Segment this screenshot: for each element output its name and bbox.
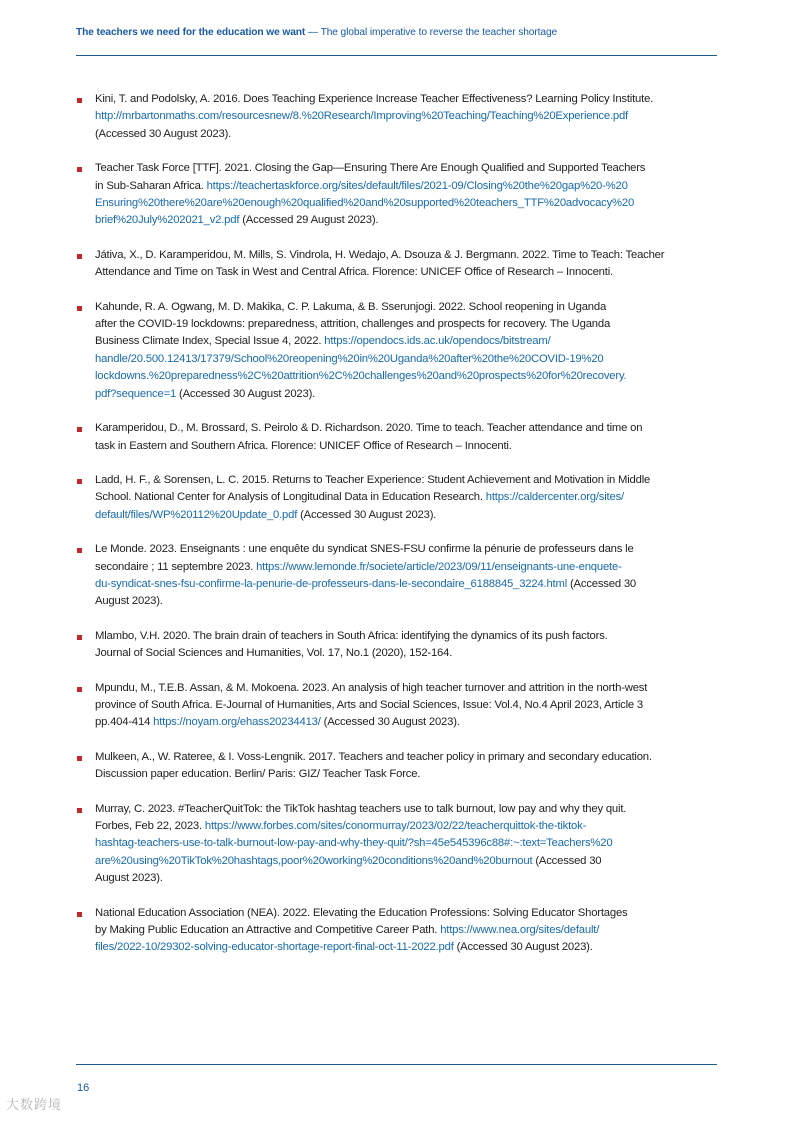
reference-line xyxy=(95,870,718,887)
reference-line xyxy=(95,576,718,593)
bullet-icon xyxy=(77,254,82,259)
reference-text: Murray, C. 2023. #TeacherQuitTok: the TikTok hashtag teachers use to talk burnout, low pay and why they quit. xyxy=(95,802,627,815)
reference-line xyxy=(95,247,718,264)
reference-item xyxy=(76,628,718,663)
reference-line xyxy=(95,489,718,506)
reference-link[interactable]: brief%20July%202021_v2.pdf xyxy=(95,214,240,227)
bullet-icon xyxy=(77,912,82,917)
reference-link[interactable]: hashtag-teachers-use-to-talk-burnout-low-pay-and-why-they-quit/?sh=45e545396c88#:~:text=Teachers%20 xyxy=(95,837,613,850)
reference-text: Karamperidou, D., M. Brossard, S. Peirolo & D. Richardson. 2020. Time to teach. Teacher attendance and time on xyxy=(95,422,643,435)
reference-line xyxy=(95,628,718,645)
reference-line xyxy=(95,905,718,922)
reference-text: (Accessed 30 August 2023). xyxy=(95,127,232,140)
reference-item xyxy=(76,91,718,143)
reference-line xyxy=(95,835,718,852)
bullet-icon xyxy=(77,548,82,553)
reference-text: Mulkeen, A., W. Rateree, & I. Voss-Lengnik. 2017. Teachers and teacher policy in primary and secondary education. xyxy=(95,750,652,763)
reference-link[interactable]: https://www.forbes.com/sites/conormurray/2023/02/22/teacherquittok-the-tiktok- xyxy=(204,820,587,832)
reference-text: Játiva, X., D. Karamperidou, M. Mills, S. Vindrola, H. Wedajo, A. Dsouza & J. Bergmann. 2022. Time to Teach: Teacher xyxy=(95,248,665,261)
reference-text: (Accessed 30 xyxy=(567,577,637,590)
reference-line xyxy=(95,420,718,437)
reference-line xyxy=(95,316,718,333)
reference-text: (Accessed 29 August 2023). xyxy=(239,214,379,227)
reference-line xyxy=(95,749,718,766)
reference-link[interactable]: http://mrbartonmaths.com/resourcesnew/8.%20Research/Improving%20Teaching/Teaching%20Experience.pdf xyxy=(95,110,628,123)
reference-item xyxy=(76,801,718,888)
reference-text: Teacher Task Force [TTF]. 2021. Closing the Gap—Ensuring There Are Enough Qualified and Supported Teachers xyxy=(95,162,646,175)
reference-text: (Accessed 30 August 2023). xyxy=(453,941,593,954)
reference-text: (Accessed 30 xyxy=(532,854,602,867)
reference-line xyxy=(95,472,718,489)
reference-link[interactable]: lockdowns.%20preparedness%2C%20attrition%2C%20challenges%20and%20prospects%20for%20recovery. xyxy=(95,370,627,383)
watermark: 大数跨境 xyxy=(6,1097,63,1112)
reference-item xyxy=(76,160,718,230)
reference-line xyxy=(95,264,718,281)
reference-item xyxy=(76,420,718,455)
bullet-icon xyxy=(77,635,82,640)
reference-line xyxy=(95,541,718,558)
reference-line xyxy=(95,178,718,195)
reference-line xyxy=(95,766,718,783)
reference-item xyxy=(76,680,718,732)
reference-item xyxy=(76,541,718,611)
reference-text: pp.404-414 xyxy=(95,716,154,729)
reference-link[interactable]: pdf?sequence=1 xyxy=(95,387,177,400)
reference-text: by Making Public Education an Attractive and Competitive Career Path. xyxy=(95,924,441,937)
bullet-icon xyxy=(77,306,82,311)
reference-text: Le Monde. 2023. Enseignants : une enquête du syndicat SNES-FSU confirme la pénurie de professeurs dans le xyxy=(95,543,634,556)
reference-line xyxy=(95,108,718,125)
reference-line xyxy=(95,195,718,212)
reference-text: August 2023). xyxy=(95,872,163,885)
reference-link[interactable]: https://opendocs.ids.ac.uk/opendocs/bitstream/ xyxy=(324,335,551,348)
bullet-icon xyxy=(77,98,82,103)
reference-text: after the COVID-19 lockdowns: preparedness, attrition, challenges and prospects for recovery. The Uganda xyxy=(95,318,611,331)
reference-link[interactable]: Ensuring%20thеre%20are%20enough%20qualified%20and%20supported%20teachers_TTF%20advocacy%20 xyxy=(95,197,635,210)
reference-link[interactable]: https://teachertaskforce.org/sites/default/files/2021-09/Closing%20thе%20gap%20-%20 xyxy=(206,179,628,192)
header-title: The teachers we need for the education we want xyxy=(76,27,306,38)
reference-line xyxy=(95,801,718,818)
reference-text: Mpundu, M., T.E.B. Assan, & M. Mokoena. 2023. An analysis of high teacher turnover and attrition in the north-west xyxy=(95,681,648,694)
bullet-icon xyxy=(77,756,82,761)
reference-text: task in Eastern and Southern Africa. Florence: UNICEF Office of Research – Innocenti. xyxy=(95,439,512,452)
reference-link[interactable]: handle/20.500.12413/17379/School%20reopening%20in%20Uganda%20after%20thе%20COVID-19%20 xyxy=(95,352,604,365)
reference-text: secondaire ; 11 septembre 2023. xyxy=(95,560,257,573)
reference-item xyxy=(76,905,718,957)
bullet-icon xyxy=(77,687,82,692)
reference-text: Business Climate Index, Special Issue 4, 2022. xyxy=(95,335,325,348)
reference-link[interactable]: du-syndicat-snes-fsu-confirme-la-penurie-de-professeurs-dans-le-secondaire_6188845_3224.html xyxy=(95,577,568,590)
reference-line xyxy=(95,91,718,108)
header-subtitle: — The global imperative to reverse the teacher shortage xyxy=(305,27,558,38)
reference-text: Kahunde, R. A. Ogwang, M. D. Makika, C. P. Lakuma, & B. Sserunjogi. 2022. School reopening in Uganda xyxy=(95,300,607,313)
reference-text: School. National Center for Analysis of Longitudinal Data in Education Research. xyxy=(95,491,486,504)
reference-text: (Accessed 30 August 2023). xyxy=(176,387,316,400)
footer-rule xyxy=(76,1064,717,1065)
reference-text: in Sub-Saharan Africa. xyxy=(95,179,207,192)
reference-link[interactable]: https://www.nea.org/sites/default/ xyxy=(440,924,600,937)
reference-line xyxy=(95,368,718,385)
reference-text: Discussion paper education. Berlin/ Paris: GIZ/ Teacher Task Force. xyxy=(95,768,421,781)
reference-line xyxy=(95,386,718,403)
reference-line xyxy=(95,922,718,939)
reference-text: province of South Africa. E-Journal of Humanities, Arts and Social Sciences, Issue: Vol.4, No.4 April 2023, Article 3 xyxy=(95,698,644,711)
bullet-icon xyxy=(77,427,82,432)
reference-link[interactable]: https://www.lemonde.fr/societe/article/2023/09/11/enseignants-une-enquete- xyxy=(256,560,622,573)
reference-line xyxy=(95,160,718,177)
reference-line xyxy=(95,126,718,143)
reference-text: (Accessed 30 August 2023). xyxy=(297,508,437,521)
reference-line xyxy=(95,645,718,662)
reference-text: Attendance and Time on Task in West and Central Africa. Florence: UNICEF Office of Research – Innocenti. xyxy=(95,266,613,279)
reference-line xyxy=(95,593,718,610)
reference-text: Journal of Social Sciences and Humanities, Vol. 17, No.1 (2020), 152-164. xyxy=(95,647,453,660)
reference-link[interactable]: files/2022-10/29302-solving-educator-shortage-report-final-oct-11-2022.pdf xyxy=(95,941,454,954)
reference-text: Forbes, Feb 22, 2023. xyxy=(95,820,205,832)
reference-line xyxy=(95,507,718,524)
reference-line xyxy=(95,559,718,576)
reference-text: (Accessed 30 August 2023). xyxy=(320,716,460,729)
reference-link[interactable]: default/files/WP%20112%20Update_0.pdf xyxy=(95,508,298,521)
reference-item xyxy=(76,749,718,784)
reference-text: Ladd, H. F., & Sorensen, L. C. 2015. Returns to Teacher Experience: Student Achievement and Motivation in Middle xyxy=(95,473,651,486)
reference-text: Kini, T. and Podolsky, A. 2016. Does Teaching Experience Increase Teacher Effectiveness? Learning Policy Institute. xyxy=(95,93,654,105)
reference-link[interactable]: https://noyam.org/ehass20234413/ xyxy=(153,716,321,729)
reference-line xyxy=(95,212,718,229)
reference-line xyxy=(95,680,718,697)
reference-line xyxy=(95,299,718,316)
reference-line xyxy=(95,351,718,368)
reference-list xyxy=(76,91,718,974)
reference-line xyxy=(95,333,718,350)
reference-item xyxy=(76,299,718,403)
bullet-icon xyxy=(77,808,82,813)
reference-line xyxy=(95,818,718,835)
reference-line xyxy=(95,939,718,956)
reference-link[interactable]: are%20using%20TikTok%20hashtags,poor%20working%20conditions%20and%20burnout xyxy=(95,854,533,867)
reference-line xyxy=(95,438,718,455)
reference-text: National Education Association (NEA). 2022. Elevating the Education Professions: Solving Educator Shortages xyxy=(95,906,628,919)
reference-text: August 2023). xyxy=(95,595,163,608)
bullet-icon xyxy=(77,167,82,172)
running-header xyxy=(76,27,716,38)
reference-line xyxy=(95,697,718,714)
page-number: 16 xyxy=(77,1082,90,1094)
header-rule xyxy=(76,55,717,56)
reference-text: Mlambo, V.H. 2020. The brain drain of teachers in South Africa: identifying the dynamics of its push factors. xyxy=(95,629,608,642)
reference-link[interactable]: https://caldercenter.org/sites/ xyxy=(485,491,624,504)
reference-item xyxy=(76,472,718,524)
reference-item xyxy=(76,247,718,282)
reference-line xyxy=(95,853,718,870)
reference-line xyxy=(95,714,718,731)
bullet-icon xyxy=(77,479,82,484)
